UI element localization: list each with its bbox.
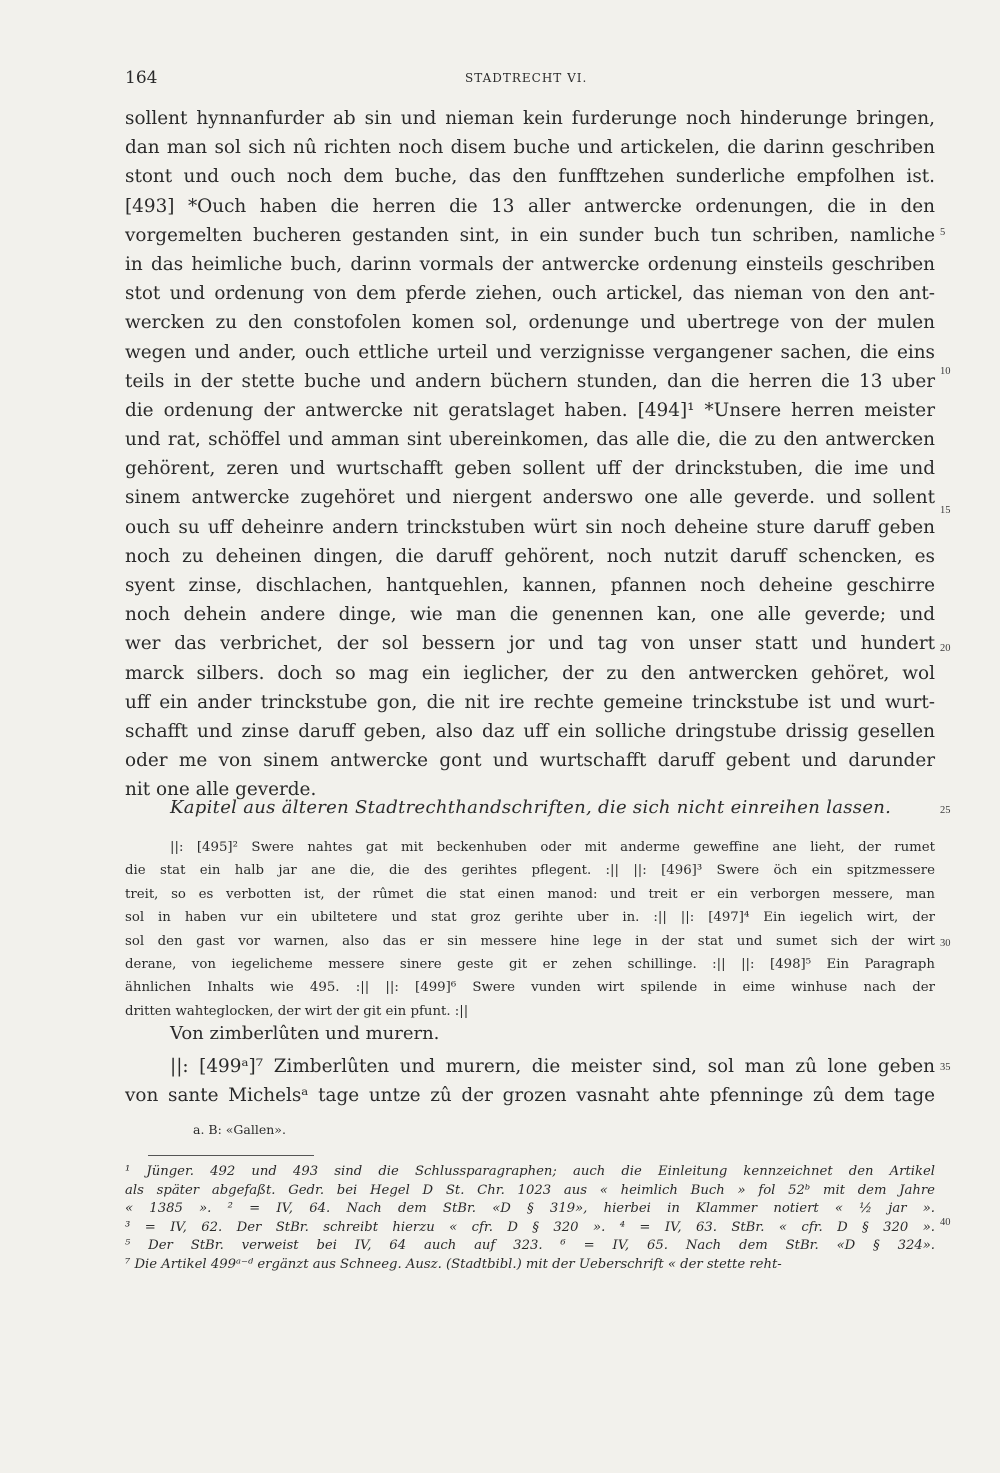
footnote-line: ³ = IV, 62. Der StBr. schreibt hierzu « cfr. D § 320 ». ⁴ = IV, 63. StBr. « cfr. D § 320 ». [125,1219,935,1235]
small-line: sol in haben vur ein ubiltetere und stat groz gerihte uber in. :|| ||: [497]⁴ Ein iegelich wirt, der [125,910,935,926]
main-line: noch dehein andere dinge, wie man die genennen kan, one alle geverde; und [125,604,935,626]
main-line: dan man sol sich nû richten noch disem buche und artickelen, die darinn geschriben [125,137,935,159]
main-line: wer das verbrichet, der sol bessern jor und tag von unser statt und hundert [125,633,935,655]
small-print-paragraphs [125,836,935,1023]
main-line: syent zinse, dischlachen, hantquehlen, kannen, pfannen noch deheine geschirre [125,575,935,596]
page-header [125,68,935,90]
section-text [125,1052,935,1110]
small-line: dritten wahteglocken, der wirt der git ein pfunt. :|| [125,1003,469,1019]
margin-line-number: 5 [940,227,946,238]
main-line: in das heimliche buch, darinn vormals der antwercke ordenung einsteils geschriben [125,253,935,275]
main-line: wercken zu den constofolen komen sol, ordenunge und ubertrege von der mulen [125,312,935,334]
main-line: gehörent, zeren und wurtschafft geben sollent uff der drinckstuben, die ime und [125,458,935,480]
variant-note: a. B: «Gallen». [193,1122,286,1137]
page-number: 164 [125,68,158,88]
main-line: [493] *Ouch haben die herren die 13 aller antwercke ordenungen, die in den [125,195,935,217]
margin-line-number: 20 [940,643,951,654]
small-line: ähnlichen Inhalts wie 495. :|| ||: [499]⁶ Swere vunden wirt spilende in eime winhuse nach der [125,980,935,996]
main-line: und rat, schöffel und amman sint ubereinkomen, das alle die, die zu den antwercken [125,429,935,451]
footnote-line: ⁷ Die Artikel 499ᵃ⁻ᵈ ergänzt aus Schneeg. Ausz. (Stadtbibl.) mit der Ueberschrift « der stette reht- [125,1256,782,1272]
margin-line-number: 35 [940,1062,951,1073]
main-line: teils in der stette buche und andern büchern stunden, dan die herren die 13 uber [125,370,935,392]
main-line: von sante Michelsᵃ tage untze zû der grozen vasnaht ahte pfenninge zû dem tage [125,1085,935,1106]
main-line: noch zu deheinen dingen, die daruff gehörent, noch nutzit daruff schencken, es [125,545,935,567]
main-line: ||: [499ᵃ]⁷ Zimberlûten und murern, die meister sind, sol man zû lone geben [170,1056,935,1077]
main-line: marck silbers. doch so mag ein ieglicher, der zu den antwercken gehöret, wol [125,662,935,684]
footnote-rule [148,1155,314,1156]
main-line: nit one alle geverde. [125,779,317,801]
chapter-heading: Kapitel aus älteren Stadtrechthandschriften, die sich nicht einreihen lassen. [170,797,892,818]
main-line: vorgemelten bucheren gestanden sint, in ein sunder buch tun schriben, namliche [125,224,935,246]
small-line: sol den gast vor warnen, also das er sin messere hine lege in der stat und sumet sich der wirt [125,933,935,949]
footnote-line: ¹ Jünger. 492 und 493 sind die Schlussparagraphen; auch die Einleitung kennzeichnet den Artikel [125,1164,935,1179]
footnotes [125,1163,935,1274]
section-subheading: Von zimberlûten und murern. [170,1023,440,1044]
main-text [125,104,935,805]
small-line: derane, von iegelicheme messere sinere geste git er zehen schillinge. :|| ||: [498]⁵ Ein Paragraph [125,956,935,972]
main-line: sinem antwercke zugehöret und niergent anderswo one alle geverde. und sollent [125,487,935,509]
small-line: treit, so es verbotten ist, der rûmet die stat einen manod: und treit er ein verborgen messere, man [125,886,935,902]
main-line: die ordenung der antwercke nit geratslaget haben. [494]¹ *Unsere herren meister [125,399,935,421]
small-line: ||: [495]² Swere nahtes gat mit beckenhuben oder mit anderme geweffine ane lieht, der rumet [170,840,935,855]
footnote-line: ⁵ Der StBr. verweist bei IV, 64 auch auf 323. ⁶ = IV, 65. Nach dem StBr. «D § 324». [125,1238,935,1253]
main-line: stont und ouch noch dem buche, das den funfftzehen sunderliche empfolhen ist. [125,166,935,188]
margin-line-number: 10 [940,366,951,377]
footnote-line: « 1385 ». ² = IV, 64. Nach dem StBr. «D § 319», hierbei in Klammer notiert « ½ jar ». [125,1201,935,1216]
main-line: ouch su uff deheinre andern trinckstuben würt sin noch deheine sture daruff geben [125,516,935,538]
margin-line-number: 30 [940,938,951,949]
main-line: uff ein ander trinckstube gon, die nit ire rechte gemeine trinckstube ist und wurt- [125,691,935,713]
main-line: wegen und ander, ouch ettliche urteil und verzignisse vergangener sachen, die eins [125,341,935,363]
small-line: die stat ein halb jar ane die, die des gerihtes pflegent. :|| ||: [496]³ Swere öch ein spitzmessere [125,863,935,879]
running-title: STADTRECHT VI. [465,71,588,85]
margin-line-number: 15 [940,505,951,516]
footnote-line: als später abgefaßt. Gedr. bei Hegel D St. Chr. 1023 aus « heimlich Buch » fol 52ᵇ mit dem Jahre [125,1182,935,1198]
main-line: stot und ordenung von dem pferde ziehen, ouch artickel, das nieman von den ant- [125,283,935,305]
margin-line-number: 40 [940,1217,951,1228]
main-line: sollent hynnanfurder ab sin und nieman kein furderunge noch hinderunge bringen, [125,108,935,129]
margin-line-number: 25 [940,805,951,816]
main-line: schafft und zinse daruff geben, also daz uff ein solliche dringstube drissig gesellen [125,720,935,742]
main-line: oder me von sinem antwercke gont und wurtschafft daruff gebent und darunder [125,750,935,772]
